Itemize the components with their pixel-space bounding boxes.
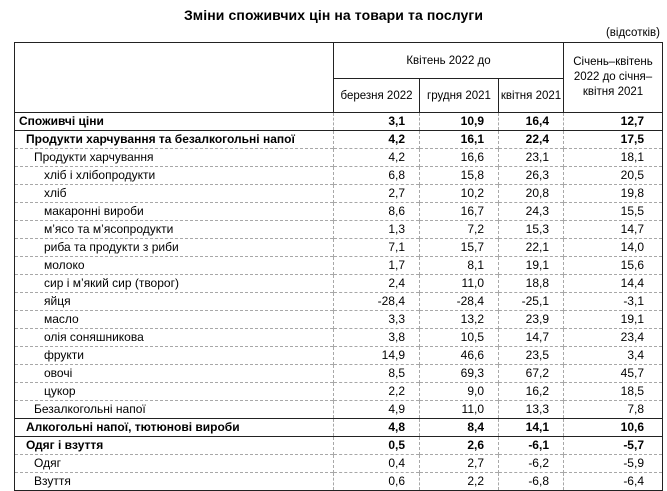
row-value: 15,8 [420,167,499,185]
row-value: 7,1 [334,239,420,257]
row-value: 69,3 [420,365,499,383]
table-row [15,167,663,185]
row-value: 3,1 [334,113,420,131]
row-value: 13,2 [420,311,499,329]
row-value: 0,6 [334,473,420,491]
table-row [15,437,663,455]
row-value: 4,8 [334,419,420,437]
corner-cell [15,43,334,113]
row-value: 23,1 [499,149,564,167]
row-value: 3,4 [564,347,663,365]
row-value: 18,1 [564,149,663,167]
row-value: 20,5 [564,167,663,185]
row-value: 16,6 [420,149,499,167]
row-value: -6,4 [564,473,663,491]
row-value: 6,8 [334,167,420,185]
row-value: 46,6 [420,347,499,365]
row-value: 15,5 [564,203,663,221]
row-value: 7,8 [564,401,663,419]
row-value: 0,4 [334,455,420,473]
row-value: 0,5 [334,437,420,455]
row-value: 45,7 [564,365,663,383]
row-value: -6,1 [499,437,564,455]
table-row [15,239,663,257]
sub-period-header-march: березня 2022 [334,79,420,113]
row-label: масло [15,311,334,329]
row-value: -5,7 [564,437,663,455]
row-value: 10,9 [420,113,499,131]
row-value: 26,3 [499,167,564,185]
table-body [15,113,663,491]
row-label: Одяг і взуття [15,437,334,455]
row-label: м’ясо та м’ясопродукти [15,221,334,239]
table-row [15,365,663,383]
table-header [15,43,663,113]
price-change-table [14,42,663,491]
row-value: 13,3 [499,401,564,419]
row-value: 1,3 [334,221,420,239]
table-row [15,293,663,311]
row-value: 18,5 [564,383,663,401]
row-value: 10,6 [564,419,663,437]
row-value: 15,7 [420,239,499,257]
table-row [15,311,663,329]
row-value: 2,2 [420,473,499,491]
row-value: 23,5 [499,347,564,365]
row-value: 16,4 [499,113,564,131]
row-value: 16,7 [420,203,499,221]
table-row [15,347,663,365]
row-value: 12,7 [564,113,663,131]
row-value: 14,4 [564,275,663,293]
row-value: 2,2 [334,383,420,401]
row-value: 2,7 [334,185,420,203]
row-value: 10,2 [420,185,499,203]
table-row [15,275,663,293]
row-value: 4,2 [334,149,420,167]
row-value: 10,5 [420,329,499,347]
row-value: 17,5 [564,131,663,149]
row-value: 19,8 [564,185,663,203]
table-row [15,473,663,491]
table-row [15,401,663,419]
row-label: Продукти харчування та безалкогольні напої [15,131,334,149]
row-value: 22,4 [499,131,564,149]
row-label: молоко [15,257,334,275]
row-label: хліб і хлібопродукти [15,167,334,185]
row-value: 16,1 [420,131,499,149]
sub-period-header-april: квітня 2021 [499,79,564,113]
row-value: 8,5 [334,365,420,383]
row-value: 3,8 [334,329,420,347]
units-note: (відсотків) [605,27,660,39]
row-label: Одяг [15,455,334,473]
table-row [15,221,663,239]
group-period-header: Квітень 2022 до [334,43,564,79]
row-value: 3,3 [334,311,420,329]
row-value: -5,9 [564,455,663,473]
table-row [15,149,663,167]
table-row [15,419,663,437]
row-value: 14,9 [334,347,420,365]
row-value: 2,7 [420,455,499,473]
table-row [15,131,663,149]
row-label: Взуття [15,473,334,491]
row-label: овочі [15,365,334,383]
row-value: 14,1 [499,419,564,437]
row-value: -25,1 [499,293,564,311]
sub-period-header-december: грудня 2021 [420,79,499,113]
table-row [15,383,663,401]
row-value: 2,6 [420,437,499,455]
table-row [15,329,663,347]
row-value: 4,9 [334,401,420,419]
row-value: 1,7 [334,257,420,275]
row-value: 23,4 [564,329,663,347]
row-value: -6,8 [499,473,564,491]
row-label: фрукти [15,347,334,365]
row-value: -28,4 [334,293,420,311]
row-label: олія соняшникова [15,329,334,347]
row-value: 7,2 [420,221,499,239]
row-value: 22,1 [499,239,564,257]
row-value: -3,1 [564,293,663,311]
row-label: Безалкогольні напої [15,401,334,419]
row-label: цукор [15,383,334,401]
row-label: риба та продукти з риби [15,239,334,257]
row-label: хліб [15,185,334,203]
row-value: 4,2 [334,131,420,149]
row-value: 19,1 [499,257,564,275]
row-label: сир і м’який сир (творог) [15,275,334,293]
row-label: Споживчі ціни [15,113,334,131]
row-value: 14,0 [564,239,663,257]
row-value: 20,8 [499,185,564,203]
row-value: -6,2 [499,455,564,473]
row-value: 19,1 [564,311,663,329]
page-title: Зміни споживчих цін на товари та послуги [183,7,484,23]
row-value: 14,7 [499,329,564,347]
table-row [15,113,663,131]
row-value: -28,4 [420,293,499,311]
row-label: макаронні вироби [15,203,334,221]
row-label: Продукти харчування [15,149,334,167]
row-value: 16,2 [499,383,564,401]
row-value: 18,8 [499,275,564,293]
row-value: 24,3 [499,203,564,221]
row-value: 8,1 [420,257,499,275]
table-row [15,455,663,473]
table-row [15,185,663,203]
row-value: 9,0 [420,383,499,401]
row-value: 23,9 [499,311,564,329]
row-value: 8,6 [334,203,420,221]
row-value: 8,4 [420,419,499,437]
table-row [15,257,663,275]
row-value: 15,3 [499,221,564,239]
row-label: яйця [15,293,334,311]
row-value: 11,0 [420,401,499,419]
row-value: 14,7 [564,221,663,239]
row-value: 67,2 [499,365,564,383]
row-value: 15,6 [564,257,663,275]
row-value: 2,4 [334,275,420,293]
table-row [15,203,663,221]
cumulative-period-header: Січень–квітень 2022 до січня–квітня 2021 [564,43,663,113]
row-label: Алкогольні напої, тютюнові вироби [15,419,334,437]
row-value: 11,0 [420,275,499,293]
